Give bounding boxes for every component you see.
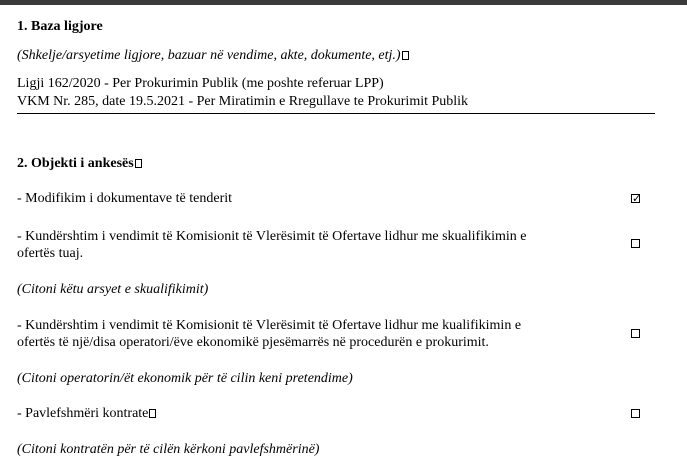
option-disqualification-label-cont: ofertës tuaj. [17,246,84,261]
section1-note: (Shkelje/arsyetime ligjore, bazuar në vendime, akte, dokumente, etj.) [17,47,409,64]
missing-glyph-icon [402,51,409,60]
option-modify-tender-docs-label: - Modifikim i dokumentave të tenderit [17,191,233,206]
option-disqualification-checkbox[interactable] [631,239,640,248]
option-disqualification-label: - Kundërshtim i vendimit të Komisionit të Vlerësimit të Ofertave lidhur me skualifikimin e [17,229,527,244]
option-modify-tender-docs-checkbox[interactable]: ✓ [632,193,642,205]
option-contract-invalidity-checkbox[interactable] [631,409,640,418]
option-qualification-note: (Citoni operatorin/ët ekonomik për të cilin keni pretendime) [17,371,353,386]
section1-heading: 1. Baza ligjore [17,19,103,34]
missing-glyph-icon [135,159,142,168]
option-qualification-checkbox[interactable] [631,329,640,338]
option-contract-invalidity-note: (Citoni kontratën për të cilën kërkoni pavlefshmërinë) [17,442,320,457]
legal-basis-line: Ligji 162/2020 - Per Prokurimin Publik (me poshte referuar LPP) [17,76,384,91]
section-divider [17,113,655,114]
option-qualification-label: - Kundërshtim i vendimit të Komisionit të Vlerësimit të Ofertave lidhur me kualifikimin e [17,318,522,333]
top-border [0,0,687,5]
option-disqualification-note: (Citoni këtu arsyet e skualifikimit) [17,282,209,297]
section2-heading: 2. Objekti i ankesës [17,155,142,172]
missing-glyph-icon [149,409,156,418]
legal-basis-line: VKM Nr. 285, date 19.5.2021 - Per Miratimin e Rregullave te Prokurimit Publik [17,94,469,109]
option-qualification-label-cont: ofertës të një/disa operatori/ëve ekonomikë pjesëmarrës në procedurën e prokurimit. [17,335,489,350]
option-contract-invalidity-label: - Pavlefshmëri kontrate [17,405,156,422]
